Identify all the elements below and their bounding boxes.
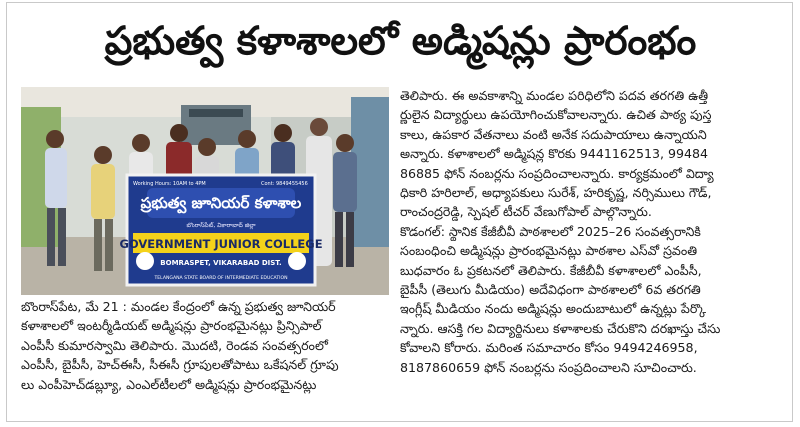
banner-title: GOVERNMENT JUNIOR COLLEGE	[119, 237, 323, 251]
college-logo-left	[136, 252, 154, 270]
article-line: అన్నారు. కళాశాలలో అడ్మిషన్ల కొరకు 9441162513, 99484	[400, 146, 709, 162]
right-article-column	[400, 86, 786, 377]
article-line: ఇంగ్లీష్ మీడియం నందు అడ్మిషన్లు అందుబాటులో ఉన్నట్లు పేర్కొ	[400, 301, 707, 317]
article-line: బుధవారం ఓ ప్రకటనలో తెలిపారు. కేజీబీవీ కళాశాలలో ఎంపీసీ,	[400, 262, 702, 278]
banner-top-right: Cont: 9849455456	[261, 181, 308, 187]
banner-telugu-title: ప్రభుత్వ జూనియర్ కళాశాల	[140, 194, 302, 212]
article-line: సంబంధించి అడ్మిషన్లు ప్రారంభమైనట్లు పాఠశాల ఎస్‌వో స్రవంతి	[400, 243, 698, 259]
college-banner	[119, 175, 322, 285]
left-article-column	[21, 297, 393, 394]
article-line: కళాశాలలో ఇంటర్మీడియట్ అడ్మిషన్లు ప్రారంభమైనట్లు ప్రిన్సిపాల్	[21, 318, 322, 334]
college-logo-right	[288, 252, 306, 270]
group-photo-illustration	[21, 87, 389, 295]
article-line: లు ఎంపీహెచ్‌డబ్ల్యూ, ఎంఎల్‌టీలలో అడ్మిషన్లు ప్రారంభమైనట్లు	[21, 376, 317, 392]
article-line: 86885 ఫోన్ నంబర్లను సంప్రదించాలన్నారు. కార్యక్రమంలో విద్యా	[400, 165, 714, 181]
article-line: తెలిపారు. ఈ అవకాశాన్ని మండల పరిధిలోని పదవ తరగతి ఉత్తీ	[400, 88, 709, 103]
article-line: రాంచంద్రరెడ్డి, స్పెషల్ టీచర్ వేణుగోపాల్ పాల్గొన్నారు.	[400, 204, 652, 220]
headline: ప్రభుత్వ కళాశాలలో అడ్మిషన్లు ప్రారంభం	[104, 19, 697, 64]
article-line: బైపీసీ (తెలుగు మీడియం) అదేవిధంగా పాఠశాలలో 6వ తరగతి	[400, 282, 701, 298]
banner-footer: TELANGANA STATE BOARD OF INTERMEDIATE EDUCATION	[154, 276, 288, 281]
article-line: కొడంగల్: స్థానిక కేజీబీవీ పాఠశాలలో 2025–26 సంవత్సరానికి	[400, 223, 701, 239]
article-line: 8187860659 ఫోన్ నంబర్లను సంప్రదించాలని సూచించారు.	[400, 359, 697, 375]
article-line: ధికారి హరిలాల్, అధ్యాపకులు సురేశ్, హరికృష్ణ, నర్సిములు గౌడ్,	[400, 185, 712, 201]
news-clipping	[6, 2, 793, 422]
article-line: న్నారు. ఆసక్తి గల విద్యార్థినులు కళాశాలకు చేరుకొని దరఖాస్తు చేసు	[400, 320, 721, 336]
article-line: ఎంపీసీ, బైపీసీ, హెచ్ఈసీ, సీఈసీ గ్రూపులతోపాటు ఒకేషనల్ గ్రూపు	[21, 357, 339, 373]
article-line: కాలు, ఉపకార వేతనాలు వంటి అనేక సదుపాయాలు ఉన్నాయని	[400, 126, 707, 142]
article-line: ఎంపీసీ కుమారస్వామి తెలిపారు. మొదటి, రెండవ సంవత్సరంలో	[21, 337, 328, 353]
banner-location: BOMRASPET, VIKARABAD DIST.	[160, 259, 282, 267]
banner-subtitle: బొంరాస్‌పేట్, వికారాబాద్ జిల్లా	[186, 222, 256, 229]
article-line: కోవాలని కోరారు. మరింత సమాచారం కోసం 9494246958,	[400, 340, 698, 356]
article-line: బొంరాస్‌పేట, మే 21 : మండల కేంద్రంలో ఉన్న ప్రభుత్వ జూనియర్	[21, 299, 336, 314]
news-photo	[21, 87, 389, 295]
banner-top-left: Working Hours: 10AM to 4PM	[133, 181, 206, 187]
article-line: ర్ణులైన విద్యార్థులు ఉపయోగించుకోవాలన్నారు. ఉచిత పాఠ్య పుస్త	[400, 107, 712, 123]
